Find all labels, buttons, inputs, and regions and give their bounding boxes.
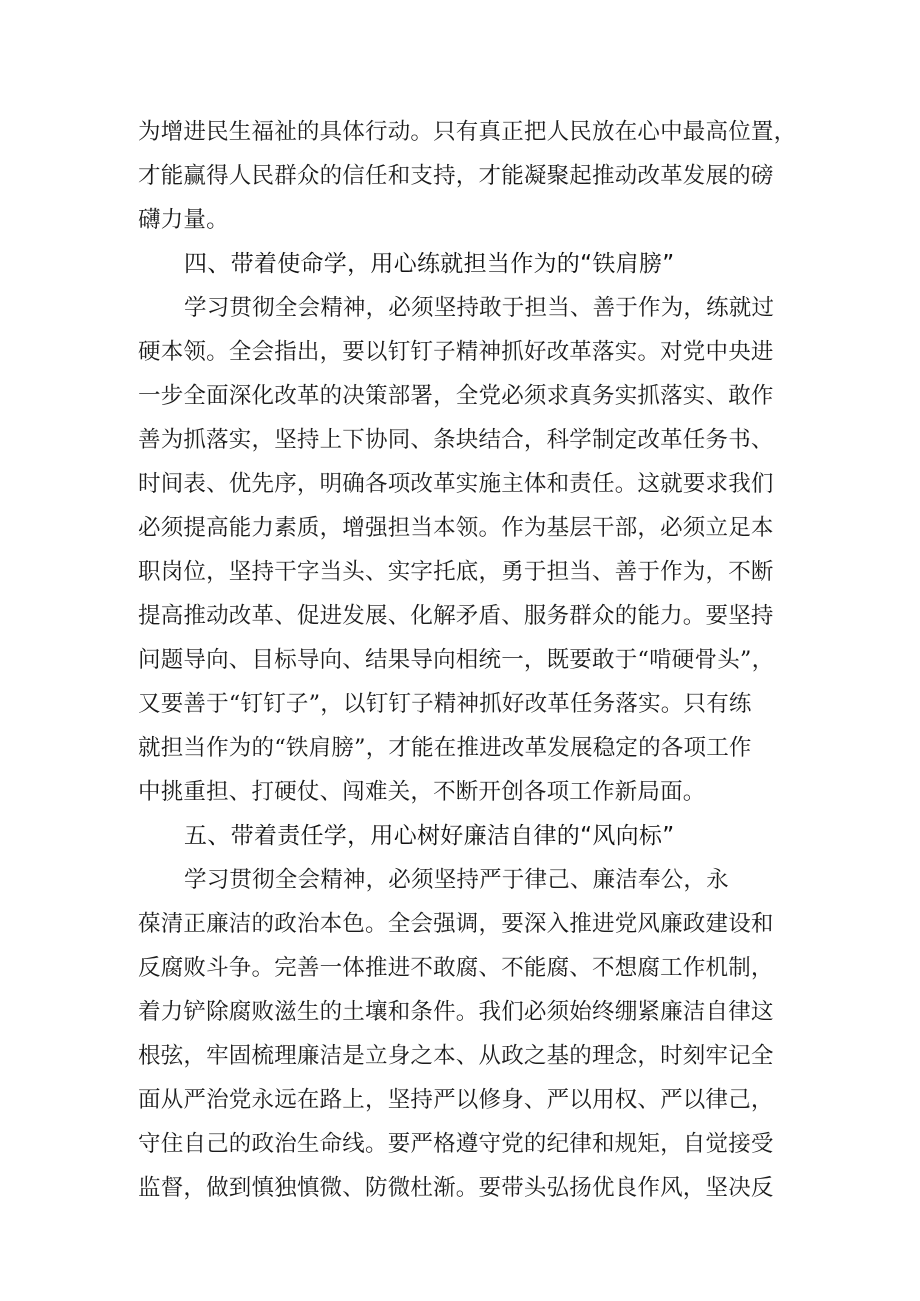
body-line: 善为抓落实，坚持上下协同、条块结合，科学制定改革任务书、 bbox=[138, 427, 774, 453]
section-heading-5: 五、带着责任学，用心树好廉洁自律的“风向标” bbox=[184, 823, 675, 849]
body-line: 面从严治党永远在路上，坚持严以修身、严以用权、严以律己， bbox=[138, 1087, 774, 1113]
body-line: 根弦，牢固梳理廉洁是立身之本、从政之基的理念，时刻牢记全 bbox=[138, 1043, 774, 1069]
section-heading-4: 四、带着使命学，用心练就担当作为的“铁肩膀” bbox=[184, 251, 675, 277]
body-line: 中挑重担、打硬仗、闯难关，不断开创各项工作新局面。 bbox=[138, 779, 706, 805]
body-line: 又要善于“钉钉子”，以钉钉子精神抓好改革任务落实。只有练 bbox=[138, 691, 752, 717]
body-line: 葆清正廉洁的政治本色。全会强调，要深入推进党风廉政建设和 bbox=[138, 911, 774, 937]
body-line: 时间表、优先序，明确各项改革实施主体和责任。这就要求我们 bbox=[138, 471, 774, 497]
body-line: 才能赢得人民群众的信任和支持，才能凝聚起推动改革发展的磅 bbox=[138, 163, 774, 189]
body-line: 礴力量。 bbox=[138, 207, 229, 233]
body-line: 一步全面深化改革的决策部署，全党必须求真务实抓落实、敢作 bbox=[138, 383, 774, 409]
body-line: 监督，做到慎独慎微、防微杜渐。要带头弘扬优良作风，坚决反 bbox=[138, 1175, 774, 1201]
body-line: 守住自己的政治生命线。要严格遵守党的纪律和规矩，自觉接受 bbox=[138, 1131, 774, 1157]
body-line: 问题导向、目标导向、结果导向相统一，既要敢于“啃硬骨头”， bbox=[138, 647, 775, 673]
body-line: 必须提高能力素质，增强担当本领。作为基层干部，必须立足本 bbox=[138, 515, 774, 541]
body-line: 着力铲除腐败滋生的土壤和条件。我们必须始终绷紧廉洁自律这 bbox=[138, 999, 774, 1025]
body-line: 职岗位，坚持干字当头、实字托底，勇于担当、善于作为，不断 bbox=[138, 559, 774, 585]
body-line: 为增进民生福祉的具体行动。只有真正把人民放在心中最高位置， bbox=[138, 119, 797, 145]
body-line: 提高推动改革、促进发展、化解矛盾、服务群众的能力。要坚持 bbox=[138, 603, 774, 629]
body-line: 反腐败斗争。完善一体推进不敢腐、不能腐、不想腐工作机制， bbox=[138, 955, 774, 981]
body-line: 硬本领。全会指出，要以钉钉子精神抓好改革落实。对党中央进 bbox=[138, 339, 774, 365]
body-line: 学习贯彻全会精神，必须坚持敢于担当、善于作为，练就过 bbox=[184, 295, 775, 321]
body-line: 学习贯彻全会精神，必须坚持严于律己、廉洁奉公，永 bbox=[184, 867, 729, 893]
body-line: 就担当作为的“铁肩膀”，才能在推进改革发展稳定的各项工作 bbox=[138, 735, 752, 761]
